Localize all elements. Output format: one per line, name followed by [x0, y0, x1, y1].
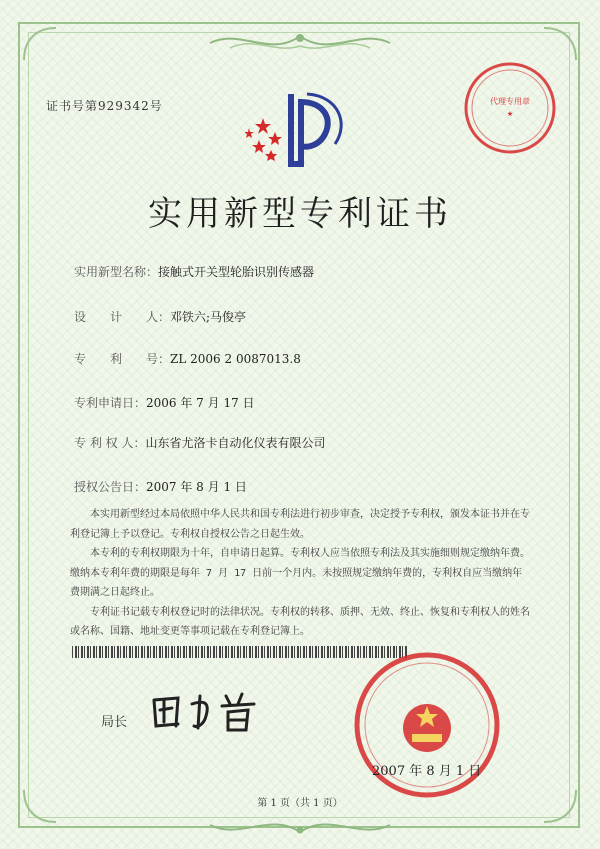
field-value: ZL 2006 2 0087013.8 [170, 352, 301, 366]
bottom-ornament [200, 812, 400, 842]
field-patentee [74, 434, 325, 451]
agent-seal-stamp [462, 60, 558, 156]
field-value: 山东省尤洛卡自动化仪表有限公司 [145, 436, 326, 450]
field-value: 2007 年 8 月 1 日 [146, 480, 247, 494]
field-label: 专利申请日： [74, 396, 147, 410]
field-utility-model-name [74, 263, 314, 280]
field-label: 设 计 人： [74, 310, 171, 324]
certificate-title: 实用新型专利证书 [148, 194, 452, 234]
corner-ornament-top-right [540, 24, 580, 64]
field-label: 专 利 号： [74, 352, 171, 366]
field-application-date [74, 394, 255, 411]
corner-ornament-top-left [20, 24, 60, 64]
certificate-body-text [70, 505, 532, 642]
field-grant-date [74, 478, 247, 495]
svg-text:代理专用章: 代理专用章 [490, 97, 530, 106]
certificate-number: 证书号第929342号 [46, 99, 163, 113]
field-patent-number [74, 350, 301, 367]
field-label: 实用新型名称： [74, 265, 159, 279]
director-title: 局长 [101, 715, 128, 730]
top-ornament [200, 26, 400, 60]
field-value: 2006 年 7 月 17 日 [146, 396, 255, 410]
field-label: 专 利 权 人： [74, 436, 146, 450]
svg-text:★: ★ [506, 110, 514, 118]
field-designer [74, 308, 246, 325]
body-paragraph: 专利证书记载专利权登记时的法律状况。专利权的转移、质押、无效、终止、恢复和专利权人的姓名或名称、国籍、地址变更等事项记载在专利登记簿上。 [70, 606, 530, 637]
body-paragraph: 本实用新型经过本局依照中华人民共和国专利法进行初步审查，决定授予专利权，颁发本证书并在专利登记簿上予以登记。专利权自授权公告之日起生效。 [70, 509, 530, 540]
body-paragraph: 本专利的专利权期限为十年，自申请日起算。专利权人应当依照专利法及其实施细则规定缴纳年费。缴纳本专利年费的期限是每年 7 月 17 日前一个月内。未按照规定缴纳年费的，专利权自应当缴纳年费期满之日起终止。 [70, 548, 530, 598]
field-label: 授权公告日： [74, 480, 147, 494]
field-value: 邓铁六;马俊亭 [170, 310, 247, 324]
patent-office-logo [245, 88, 355, 170]
issue-date: 2007 年 8 月 1 日 [372, 764, 482, 779]
field-value: 接触式开关型轮胎识别传感器 [158, 265, 315, 279]
page-indicator: 第 1 页（共 1 页） [257, 798, 343, 809]
director-signature [148, 686, 268, 736]
